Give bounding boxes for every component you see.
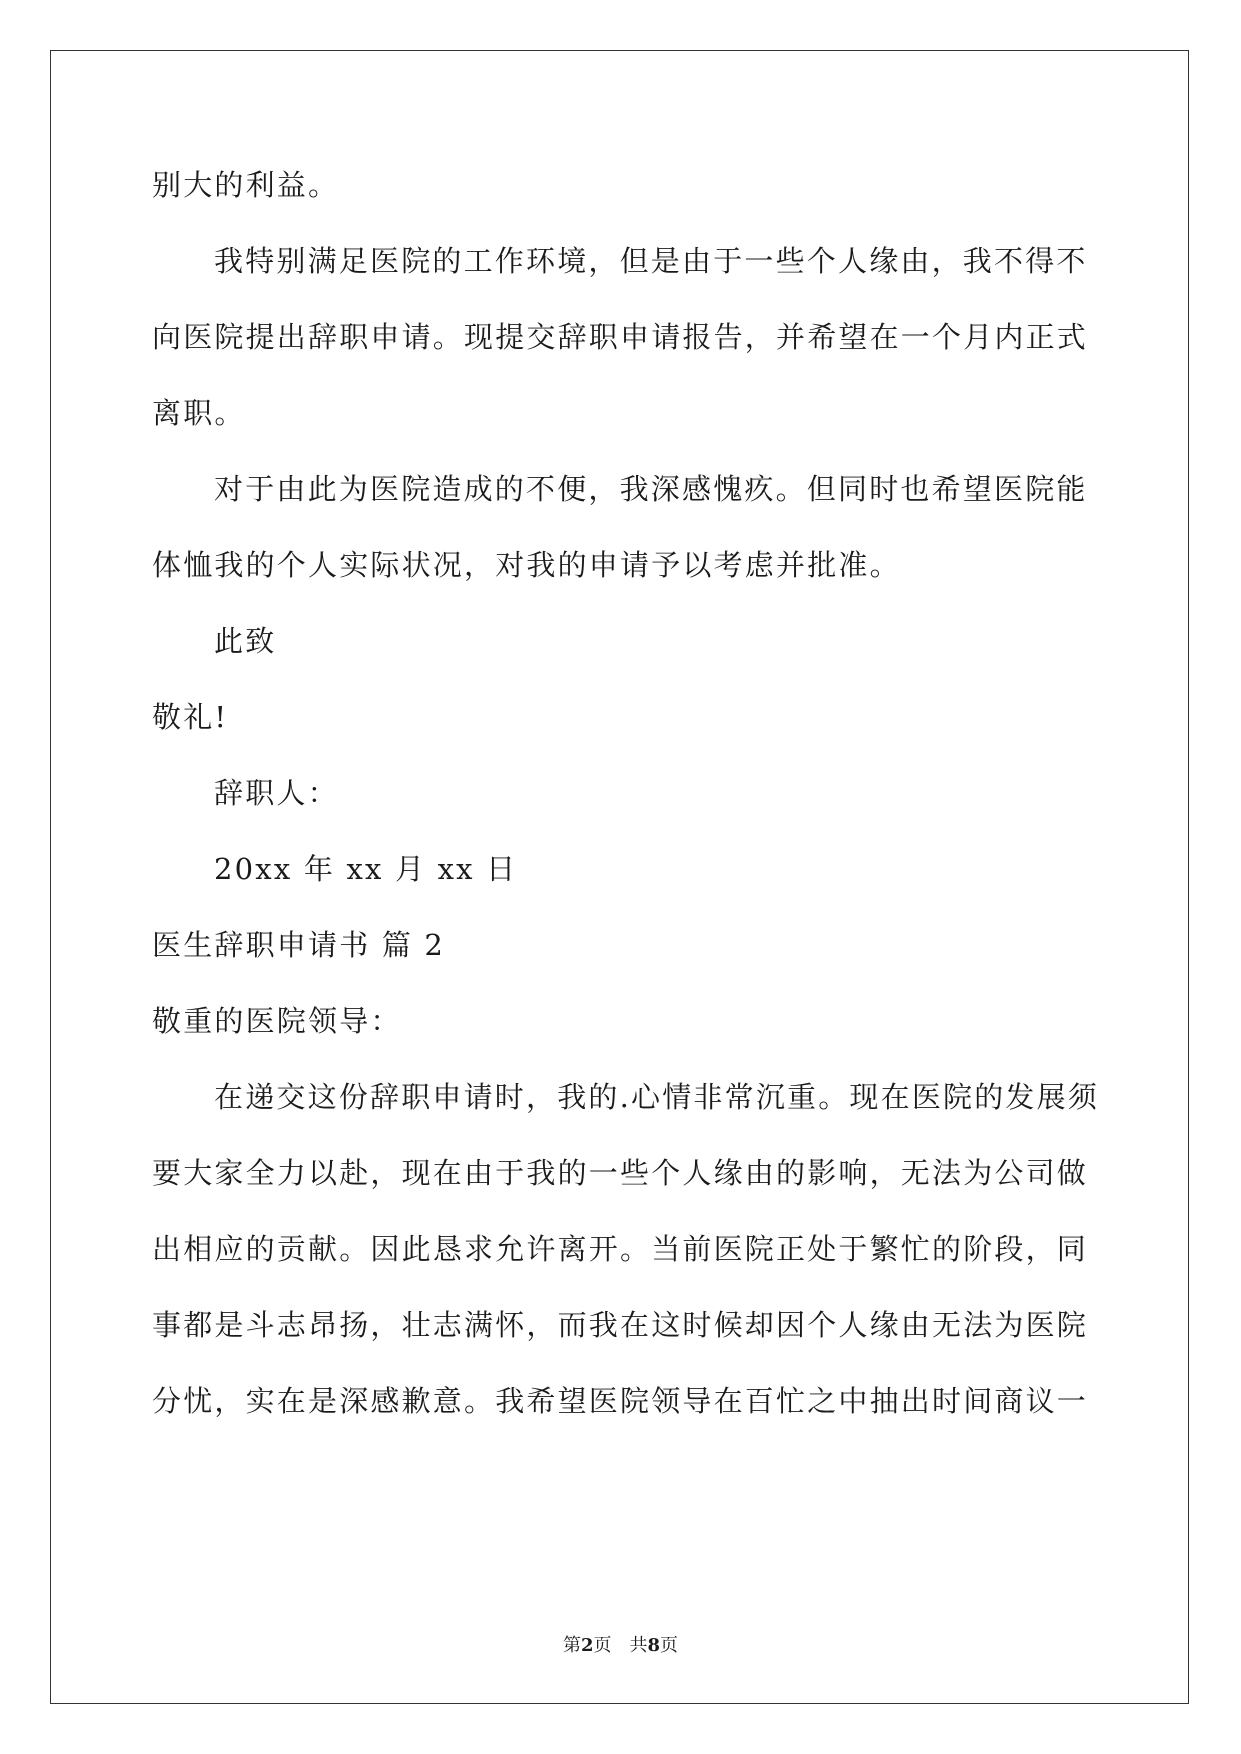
text-line: 要大家全力以赴，现在由于我的一些个人缘由的影响，无法为公司做 (152, 1156, 1089, 1190)
text-line: 别大的利益。 (152, 168, 340, 202)
text-line: 我特别满足医院的工作环境，但是由于一些个人缘由，我不得不 (214, 244, 1088, 278)
page-mid: 页 共 (593, 1635, 648, 1656)
page-footer (0, 1634, 1241, 1658)
closing-salutation: 此致 (214, 624, 277, 658)
text-line: 事都是斗志昂扬，壮志满怀，而我在这时候却因个人缘由无法为医院 (152, 1308, 1089, 1342)
closing-regards: 敬礼! (152, 700, 229, 734)
text-line: 向医院提出辞职申请。现提交辞职申请报告，并希望在一个月内正式 (152, 320, 1089, 354)
greeting: 敬重的医院领导： (152, 1004, 402, 1038)
page-suffix: 页 (660, 1635, 679, 1656)
text-line: 在递交这份辞职申请时，我的.心情非常沉重。现在医院的发展须 (214, 1080, 1100, 1114)
page-current: 2 (580, 1635, 594, 1656)
section-title: 医生辞职申请书 篇 2 (152, 928, 446, 962)
document-body (152, 165, 1100, 1457)
date-line: 20xx 年 xx 月 xx 日 (214, 852, 518, 886)
text-line: 对于由此为医院造成的不便，我深感愧疚。但同时也希望医院能 (214, 472, 1088, 506)
text-line: 出相应的贡献。因此恳求允许离开。当前医院正处于繁忙的阶段，同 (152, 1232, 1089, 1266)
text-line: 离职。 (152, 396, 246, 430)
text-line: 分忧，实在是深感歉意。我希望医院领导在百忙之中抽出时间商议一 (152, 1384, 1089, 1418)
page-prefix: 第 (562, 1635, 581, 1656)
text-line: 体恤我的个人实际状况，对我的申请予以考虑并批准。 (152, 548, 901, 582)
page-total: 8 (647, 1635, 661, 1656)
signature-label: 辞职人： (214, 776, 339, 810)
